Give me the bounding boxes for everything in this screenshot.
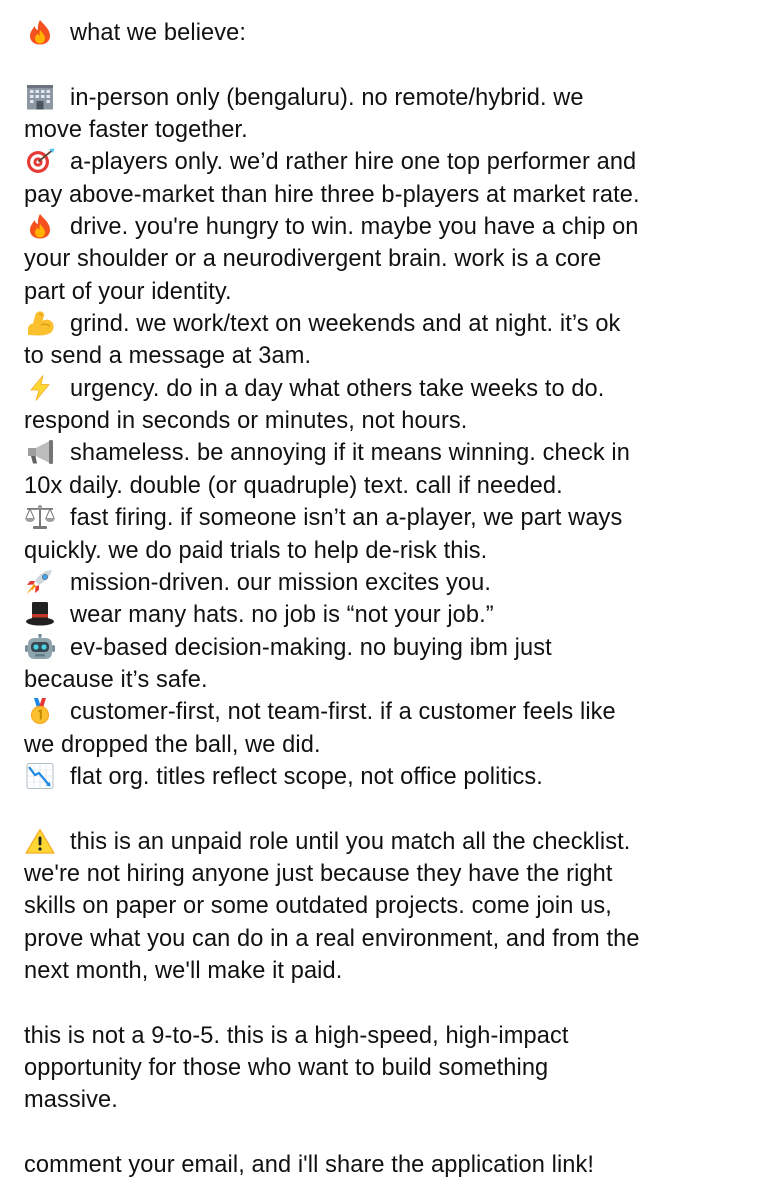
fire-icon bbox=[24, 19, 56, 45]
heading-text: what we believe: bbox=[70, 20, 247, 46]
belief-line bbox=[24, 632, 764, 664]
belief-line bbox=[24, 535, 764, 567]
belief-line bbox=[24, 146, 764, 178]
warning-line bbox=[24, 826, 764, 858]
post-text bbox=[24, 17, 764, 1181]
chart-decreasing-icon bbox=[24, 763, 56, 789]
belief-line bbox=[24, 211, 764, 243]
robot-icon bbox=[24, 634, 56, 660]
belief-line bbox=[24, 373, 764, 405]
belief-text: part of your identity. bbox=[24, 278, 232, 305]
balance-scale-icon bbox=[24, 504, 56, 530]
top-hat-icon bbox=[24, 601, 56, 627]
closing-line bbox=[24, 1052, 764, 1084]
belief-line bbox=[24, 696, 764, 728]
office-building-icon bbox=[24, 84, 56, 110]
spacer bbox=[24, 49, 764, 81]
belief-line bbox=[24, 470, 764, 502]
warning-text: this is an unpaid role until you match all the checklist. bbox=[70, 828, 631, 855]
belief-text: grind. we work/text on weekends and at night. it’s ok bbox=[70, 311, 621, 338]
belief-line bbox=[24, 502, 764, 534]
direct-hit-target-icon bbox=[24, 148, 56, 174]
belief-text: customer-first, not team-first. if a customer feels like bbox=[70, 699, 616, 726]
lightning-bolt-icon bbox=[24, 375, 56, 401]
belief-text: ev-based decision-making. no buying ibm just bbox=[70, 634, 552, 661]
cta-text: comment your email, and i'll share the application link! bbox=[24, 1152, 595, 1179]
warning-text: we're not hiring anyone just because they have the right bbox=[24, 860, 613, 887]
fire-icon bbox=[24, 213, 56, 239]
belief-text: in-person only (bengaluru). no remote/hybrid. we bbox=[70, 84, 584, 111]
closing-text: massive. bbox=[24, 1087, 118, 1114]
belief-line bbox=[24, 405, 764, 437]
megaphone-icon bbox=[24, 439, 56, 465]
closing-text: this is not a 9-to-5. this is a high-speed, high-impact bbox=[24, 1022, 569, 1049]
belief-text: respond in seconds or minutes, not hours. bbox=[24, 408, 468, 435]
belief-text: to send a message at 3am. bbox=[24, 343, 312, 370]
warning-text: prove what you can do in a real environment, and from the bbox=[24, 925, 640, 952]
belief-text: move faster together. bbox=[24, 117, 248, 144]
belief-line bbox=[24, 308, 764, 340]
belief-text: fast firing. if someone isn’t an a-player, we part ways bbox=[70, 505, 623, 532]
closing-text: opportunity for those who want to build something bbox=[24, 1055, 549, 1081]
belief-line bbox=[24, 729, 764, 761]
flexed-biceps-icon bbox=[24, 310, 56, 336]
warning-sign-icon bbox=[24, 828, 56, 854]
belief-line bbox=[24, 243, 764, 275]
belief-text: mission-driven. our mission excites you. bbox=[70, 569, 491, 596]
spacer bbox=[24, 793, 764, 825]
belief-line bbox=[24, 276, 764, 308]
belief-text: urgency. do in a day what others take weeks to do. bbox=[70, 375, 605, 402]
belief-text: pay above-market than hire three b-players at market rate. bbox=[24, 181, 640, 208]
belief-line bbox=[24, 82, 764, 114]
belief-line bbox=[24, 114, 764, 146]
belief-line bbox=[24, 664, 764, 696]
belief-text: shameless. be annoying if it means winning. check in bbox=[70, 440, 630, 467]
belief-line bbox=[24, 179, 764, 211]
rocket-icon bbox=[24, 569, 56, 595]
gold-medal-icon bbox=[24, 698, 56, 724]
belief-text: because it’s safe. bbox=[24, 666, 208, 693]
belief-text: wear many hats. no job is “not your job.” bbox=[70, 602, 494, 629]
warning-line bbox=[24, 890, 764, 922]
belief-text: drive. you're hungry to win. maybe you have a chip on bbox=[70, 214, 639, 241]
belief-text: we dropped the ball, we did. bbox=[24, 731, 321, 758]
belief-text: your shoulder or a neurodivergent brain. work is a core bbox=[24, 246, 602, 273]
belief-line bbox=[24, 567, 764, 599]
warning-line bbox=[24, 923, 764, 955]
warning-text: skills on paper or some outdated projects. come join us, bbox=[24, 893, 612, 920]
belief-line bbox=[24, 340, 764, 372]
belief-text: a-players only. we’d rather hire one top performer and bbox=[70, 149, 637, 176]
belief-text: quickly. we do paid trials to help de-risk this. bbox=[24, 537, 488, 564]
warning-line bbox=[24, 955, 764, 987]
belief-line bbox=[24, 437, 764, 469]
warning-text: next month, we'll make it paid. bbox=[24, 957, 343, 984]
belief-line bbox=[24, 599, 764, 631]
belief-line bbox=[24, 761, 764, 793]
closing-line bbox=[24, 1084, 764, 1116]
spacer bbox=[24, 987, 764, 1019]
belief-text: flat org. titles reflect scope, not office politics. bbox=[70, 763, 543, 790]
heading-line bbox=[24, 17, 764, 49]
cta-line bbox=[24, 1149, 764, 1181]
belief-text: 10x daily. double (or quadruple) text. call if needed. bbox=[24, 472, 563, 499]
warning-line bbox=[24, 858, 764, 890]
spacer bbox=[24, 1117, 764, 1149]
closing-line bbox=[24, 1020, 764, 1052]
